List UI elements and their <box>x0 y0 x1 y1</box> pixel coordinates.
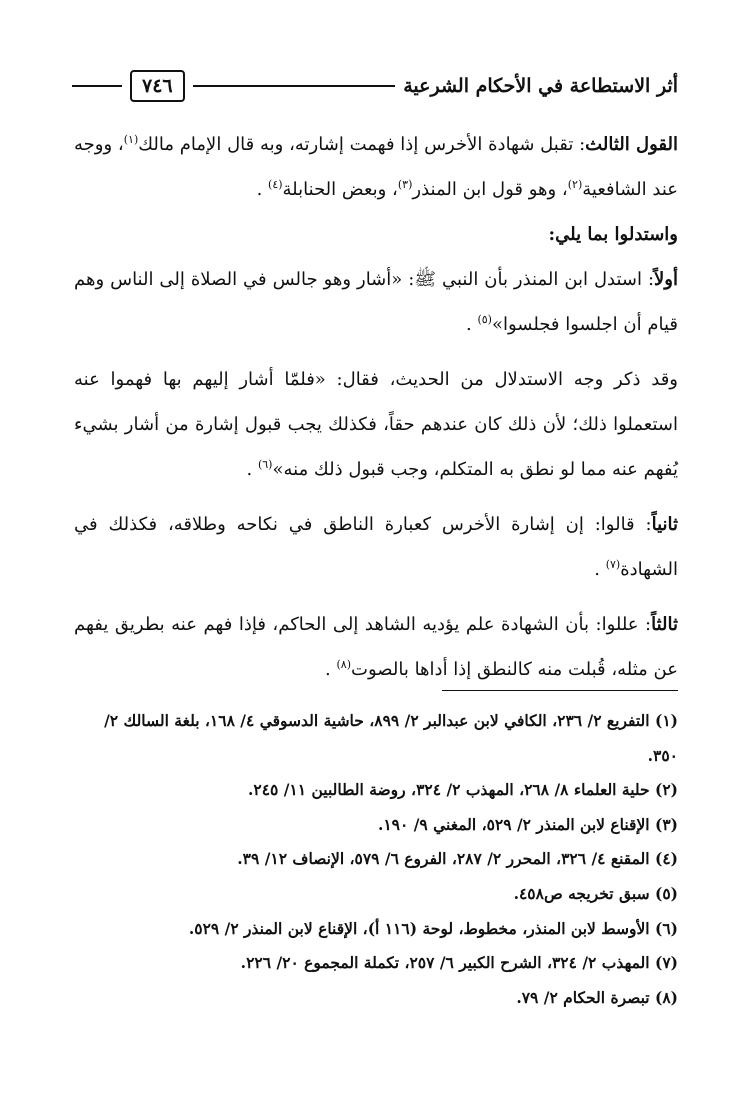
paragraph-first-evidence <box>74 257 678 347</box>
footnote-ref[interactable]: (٨) <box>336 658 352 671</box>
footnote-ref[interactable]: (٣) <box>397 178 413 191</box>
footnote-item: (٦) الأوسط لابن المنذر، مخطوط، لوحة (١١٦ أ)، الإقناع لابن المنذر ٢/ ٥٢٩. <box>188 918 678 938</box>
paragraph-text: ، وهو قول ابن المنذر <box>412 179 568 200</box>
header-rule-short <box>72 85 122 87</box>
footnote-ref[interactable]: (٥) <box>477 313 492 326</box>
paragraph-text: . <box>594 559 606 580</box>
header-rule <box>193 85 396 87</box>
page-number: ٧٤٦ <box>130 70 185 102</box>
footnote-ref[interactable]: (٧) <box>605 558 621 571</box>
footnote-item: (٣) الإقناع لابن المنذر ٢/ ٥٢٩، المغني ٩/ ١٩٠. <box>377 814 678 834</box>
paragraph-text: . <box>256 179 269 200</box>
paragraph-third-evidence <box>74 602 678 692</box>
paragraph-third-opinion <box>74 122 678 212</box>
paragraph-text: : قالوا: إن إشارة الأخرس كعبارة الناطق في نكاحه وطلاقه، فكذلك في الشهادة <box>74 514 678 580</box>
footnote-ref[interactable]: (٤) <box>268 178 283 191</box>
paragraph-text: . <box>325 659 337 680</box>
paragraph-text: : استدل ابن المنذر بأن النبي ﷺ: «أشار وهو جالس في الصلاة إلى الناس وهم قيام أن اجلسوا فجلسوا» <box>74 269 678 335</box>
paragraph-text: وقد ذكر وجه الاستدلال من الحديث، فقال: «فلمّا أشار إليهم بها فهموا عنه استعملوا ذلك؛ لأن ذلك كان عندهم حقاً، فكذلك يجب قبول إشارة من أشار بشيء يُفهم عنه مما لو نطق به المتكلم، وجب قبول ذلك منه» <box>74 369 678 480</box>
running-header <box>72 66 678 106</box>
paragraph-evidence-heading: واستدلوا بما يلي: <box>548 224 678 245</box>
footnote-item: (٤) المقنع ٤/ ٣٢٦، المحرر ٢/ ٢٨٧، الفروع ٦/ ٥٧٩، الإنصاف ١٢/ ٣٩. <box>237 849 678 869</box>
paragraph-inference <box>74 357 678 492</box>
paragraph-text: : عللوا: بأن الشهادة علم يؤديه الشاهد إلى الحاكم، فإذا فهم عنه بطريق يفهم عن مثله، قُبلت منه كالنطق إذا أداها بالصوت <box>74 614 678 680</box>
paragraph-lead: ثالثاً <box>651 614 678 635</box>
paragraph-lead: أولاً <box>654 269 678 290</box>
footnotes <box>74 704 678 1015</box>
footnote-separator <box>442 690 678 691</box>
footnote-item: (٧) المهذب ٢/ ٣٢٤، الشرح الكبير ٦/ ٢٥٧، تكملة المجموع ٢٠/ ٢٢٦. <box>240 953 678 973</box>
paragraph-second-evidence <box>74 502 678 592</box>
paragraph-text: . <box>246 459 258 480</box>
paragraph-lead: ثانياً <box>651 514 678 535</box>
paragraph-text: . <box>465 314 478 335</box>
footnote-ref[interactable]: (٦) <box>257 458 273 471</box>
paragraph-text: : تقبل شهادة الأخرس إذا فهمت إشارته، وبه قال الإمام مالك <box>138 134 586 155</box>
running-title: أثر الاستطاعة في الأحكام الشرعية <box>403 75 678 97</box>
footnote-ref[interactable]: (١) <box>123 133 139 146</box>
footnote-item: (٥) سبق تخريجه ص٤٥٨. <box>513 883 678 903</box>
paragraph-text: ، ووجه عند الشافعية <box>74 134 678 200</box>
main-text <box>74 122 678 692</box>
footnote-item: (١) التفريع ٢/ ٢٣٦، الكافي لابن عبدالبر ٢/ ٨٩٩، حاشية الدسوقي ٤/ ١٦٨، بلغة السالك ٢/ ٣٥٠. <box>104 711 678 765</box>
footnote-ref[interactable]: (٢) <box>567 178 583 191</box>
footnote-item: (٢) حلية العلماء ٨/ ٢٦٨، المهذب ٢/ ٣٢٤، روضة الطالبين ١١/ ٢٤٥. <box>247 780 678 800</box>
paragraph-text: ، وبعض الحنابلة <box>282 179 398 200</box>
paragraph-lead: القول الثالث <box>585 134 678 155</box>
footnote-item: (٨) تبصرة الحكام ٢/ ٧٩. <box>516 987 678 1007</box>
